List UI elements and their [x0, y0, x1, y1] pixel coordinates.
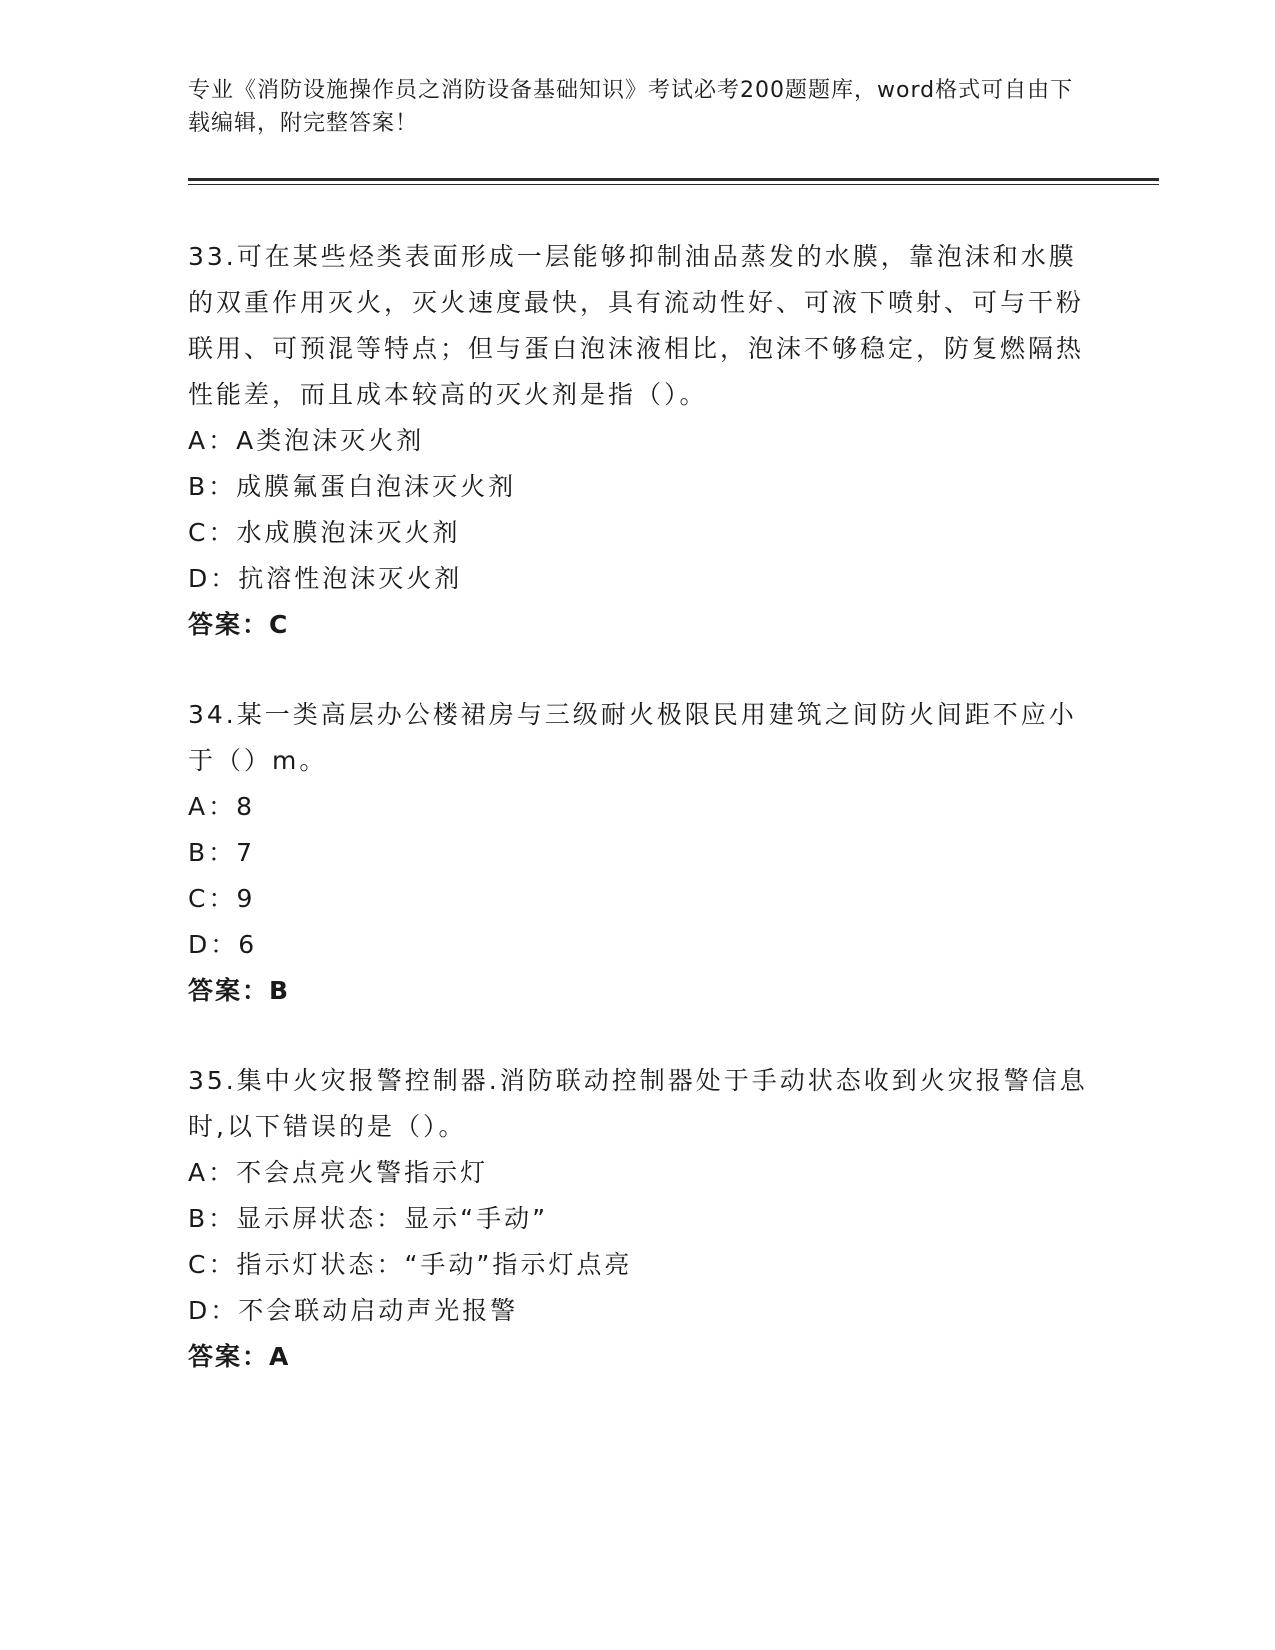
- option-a: A：8: [188, 792, 256, 821]
- question-33: [188, 234, 1088, 648]
- option-d: D：不会联动启动声光报警: [188, 1296, 519, 1325]
- question-35: [188, 1058, 1088, 1380]
- option-b: B：7: [188, 838, 256, 867]
- option-a: A：A类泡沫灭火剂: [188, 426, 425, 455]
- option-a: A：不会点亮火警指示灯: [188, 1158, 489, 1187]
- option-b: B：显示屏状态：显示“手动”: [188, 1204, 549, 1233]
- answer: 答案：A: [188, 1342, 291, 1371]
- question-stem: 33.可在某些烃类表面形成一层能够抑制油品蒸发的水膜，靠泡沫和水膜的双重作用灭火，灭火速度最快，具有流动性好、可液下喷射、可与干粉联用、可预混等特点；但与蛋白泡沫液相比，泡沫不够稳定，防复燃隔热性能差，而且成本较高的灭火剂是指（）。: [188, 242, 1085, 409]
- option-c: C：水成膜泡沫灭火剂: [188, 518, 461, 547]
- question-34: [188, 692, 1088, 1014]
- header-divider-thin: [188, 184, 1159, 185]
- question-stem: 34.某一类高层办公楼裙房与三级耐火极限民用建筑之间防火间距不应小于（）m。: [188, 700, 1077, 775]
- option-c: C：9: [188, 884, 256, 913]
- header-divider-thick: [188, 178, 1159, 181]
- document-header: 专业《消防设施操作员之消防设备基础知识》考试必考200题题库，word格式可自由下载编辑，附完整答案！: [188, 78, 1074, 136]
- question-stem: 35.集中火灾报警控制器.消防联动控制器处于手动状态收到火灾报警信息时,以下错误的是（）。: [188, 1066, 1088, 1141]
- option-d: D：抗溶性泡沫灭火剂: [188, 564, 463, 593]
- option-c: C：指示灯状态：“手动”指示灯点亮: [188, 1250, 633, 1279]
- option-d: D：6: [188, 930, 258, 959]
- option-b: B：成膜氟蛋白泡沫灭火剂: [188, 472, 517, 501]
- answer: 答案：C: [188, 610, 290, 639]
- answer: 答案：B: [188, 976, 291, 1005]
